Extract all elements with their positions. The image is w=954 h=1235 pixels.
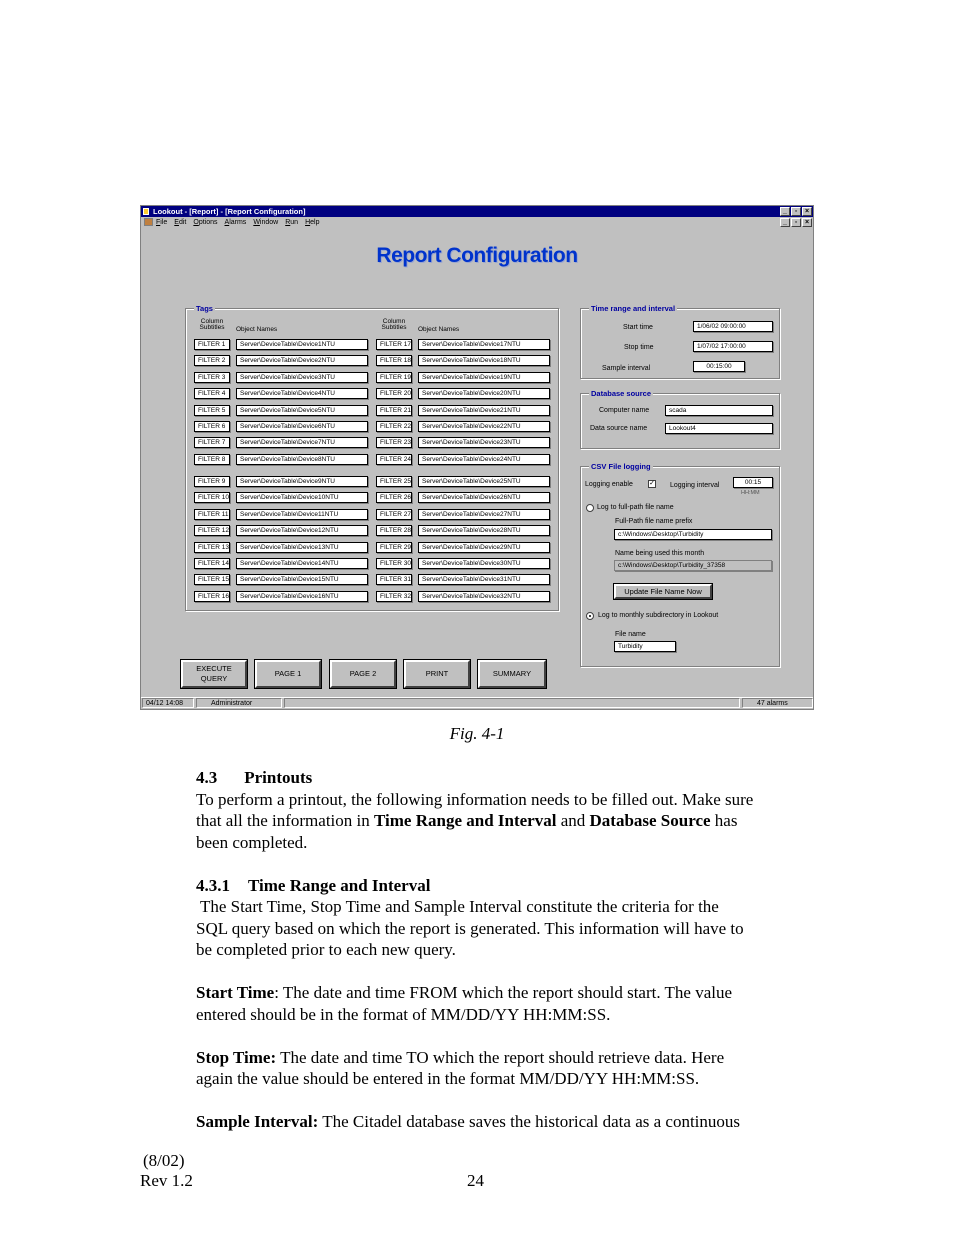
status-message [284, 698, 740, 708]
database-group [580, 389, 780, 449]
paragraph-line: To perform a printout, the following information needs to be filled out. Make sure [196, 790, 754, 809]
object-name-field[interactable]: Server\DeviceTable\Device18NTU [418, 355, 550, 366]
filter-label-field[interactable]: FILTER 23 [376, 437, 412, 448]
text-run: and [556, 811, 590, 830]
filter-label-field[interactable]: FILTER 14 [194, 558, 230, 569]
bold-run: Sample Interval: [196, 1112, 319, 1131]
logging-enable-checkbox[interactable]: ✓ [649, 480, 655, 487]
file-prefix-field[interactable]: c:\Windows\Desktop\Turbidity [614, 529, 772, 540]
csv-logging-group [580, 462, 780, 667]
filter-label-field[interactable]: FILTER 29 [376, 542, 412, 553]
object-name-field[interactable]: Server\DeviceTable\Device10NTU [236, 492, 368, 503]
object-name-field[interactable]: Server\DeviceTable\Device28NTU [418, 525, 550, 536]
filter-label-field[interactable]: FILTER 25 [376, 476, 412, 487]
update-file-name-button[interactable]: Update File Name Now [614, 584, 712, 599]
object-name-field[interactable]: Server\DeviceTable\Device31NTU [418, 574, 550, 585]
filter-label-field[interactable]: FILTER 9 [194, 476, 230, 487]
object-name-field[interactable]: Server\DeviceTable\Device32NTU [418, 591, 550, 602]
filter-label-field[interactable]: FILTER 8 [194, 454, 230, 465]
paragraph-line [196, 1047, 724, 1069]
object-names-header: Object Names [418, 326, 460, 333]
section-number: 4.3 [196, 768, 218, 787]
filter-label-field[interactable]: FILTER 16 [194, 591, 230, 602]
summary-button[interactable]: SUMMARY [478, 660, 546, 688]
section-4-3-heading [196, 767, 312, 789]
menu-window[interactable]: Window [253, 219, 279, 226]
object-name-field[interactable]: Server\DeviceTable\Device5NTU [236, 405, 368, 416]
logging-interval-field[interactable]: 00:15 [733, 477, 773, 488]
window-title: Lookout - [Report] - [Report Configuration] [153, 207, 306, 216]
filter-label-field[interactable]: FILTER 1 [194, 339, 230, 350]
filter-label-field[interactable]: FILTER 20 [376, 388, 412, 399]
paragraph-line: SQL query based on which the report is generated. This information will have to [196, 919, 744, 938]
print-button[interactable]: PRINT [404, 660, 470, 688]
paragraph-line: The Start Time, Stop Time and Sample Interval constitute the criteria for the [196, 897, 719, 916]
object-name-field[interactable]: Server\DeviceTable\Device20NTU [418, 388, 550, 399]
doc-minimize-icon[interactable]: _ [780, 218, 790, 227]
text-run: that all the information in [196, 811, 374, 830]
time-range-caption: Time range and interval [591, 304, 676, 313]
object-name-field[interactable]: Server\DeviceTable\Device11NTU [236, 509, 368, 520]
filter-label-field[interactable]: FILTER 28 [376, 525, 412, 536]
stop-time-label: Stop time [624, 344, 654, 351]
footer-date: (8/02) [143, 1151, 185, 1170]
logging-interval-label: Logging interval [670, 482, 720, 489]
full-path-radio[interactable] [586, 504, 594, 512]
section-title: Printouts [244, 768, 313, 787]
status-alarms[interactable]: 47 alarms [742, 698, 813, 708]
object-name-field[interactable]: Server\DeviceTable\Device27NTU [418, 509, 550, 520]
minimize-icon[interactable]: _ [780, 207, 790, 216]
filter-label-field[interactable]: FILTER 19 [376, 372, 412, 383]
object-name-field[interactable]: Server\DeviceTable\Device30NTU [418, 558, 550, 569]
object-name-field[interactable]: Server\DeviceTable\Device21NTU [418, 405, 550, 416]
filter-label-field[interactable]: FILTER 12 [194, 525, 230, 536]
status-bar [141, 697, 813, 709]
logging-interval-hint: HH:MM [741, 490, 760, 496]
document-icon[interactable] [144, 218, 153, 226]
filter-label-field[interactable]: FILTER 5 [194, 405, 230, 416]
bold-run: Stop Time: [196, 1048, 277, 1067]
file-name-field[interactable]: Turbidity [614, 641, 676, 652]
column-subtitles-header: Column Subtitles [381, 318, 407, 331]
paragraph-line [196, 810, 737, 832]
text-run: has [710, 811, 738, 830]
footer-revision: Rev 1.2 [140, 1171, 193, 1190]
menu-help[interactable]: Help [305, 219, 320, 226]
filter-label-field[interactable]: FILTER 32 [376, 591, 412, 602]
filter-label-field[interactable]: FILTER 13 [194, 542, 230, 553]
tags-caption: Tags [196, 304, 213, 313]
database-caption: Database source [591, 389, 652, 398]
computer-name-field[interactable]: scada [665, 405, 773, 416]
object-name-field[interactable]: Server\DeviceTable\Device6NTU [236, 421, 368, 432]
menu-options[interactable]: Options [193, 219, 218, 226]
filter-label-field[interactable]: FILTER 6 [194, 421, 230, 432]
paragraph-line: entered should be in the format of MM/DD/YY HH:MM:SS. [196, 1005, 611, 1024]
data-source-name-field[interactable]: Lookout4 [665, 423, 773, 434]
logging-enable-label: Logging enable [585, 481, 633, 488]
execute-query-button[interactable] [181, 660, 247, 688]
object-names-header: Object Names [236, 326, 278, 333]
filter-label-field[interactable]: FILTER 21 [376, 405, 412, 416]
filter-label-field[interactable]: FILTER 11 [194, 509, 230, 520]
object-name-field[interactable]: Server\DeviceTable\Device2NTU [236, 355, 368, 366]
object-name-field[interactable]: Server\DeviceTable\Device14NTU [236, 558, 368, 569]
menu-bar [141, 217, 813, 228]
lookout-window [140, 205, 814, 710]
execute-query-label-1: EXECUTE [196, 664, 232, 673]
paragraph-line: been completed. [196, 833, 308, 852]
page-number: 24 [467, 1171, 484, 1190]
filter-label-field[interactable]: FILTER 18 [376, 355, 412, 366]
title-bar [141, 206, 813, 217]
start-time-field[interactable]: 1/06/02 09:00:00 [693, 321, 773, 332]
section-number: 4.3.1 [196, 876, 230, 895]
filter-label-field[interactable]: FILTER 22 [376, 421, 412, 432]
paragraph-line: be completed prior to each new query. [196, 940, 456, 959]
object-name-field[interactable]: Server\DeviceTable\Device17NTU [418, 339, 550, 350]
computer-name-label: Computer name [599, 407, 650, 414]
full-path-option-label: Log to full-path file name [597, 504, 674, 511]
restore-icon[interactable]: ▫ [791, 207, 801, 216]
doc-restore-icon[interactable]: ▫ [791, 218, 801, 227]
text-run: The date and time TO which the report should retrieve data. Here [276, 1048, 725, 1067]
data-source-name-label: Data source name [590, 425, 648, 432]
section-title: Time Range and Interval [248, 876, 431, 895]
bold-run: Time Range and Interval [374, 811, 557, 830]
menu-file[interactable]: File [156, 219, 168, 226]
filter-label-field[interactable]: FILTER 26 [376, 492, 412, 503]
sample-interval-label: Sample interval [602, 365, 651, 372]
object-name-field[interactable]: Server\DeviceTable\Device8NTU [236, 454, 368, 465]
text-run: : The date and time FROM which the report should start. The value [274, 983, 733, 1002]
object-name-field[interactable]: Server\DeviceTable\Device25NTU [418, 476, 550, 487]
doc-close-icon[interactable]: × [802, 218, 812, 227]
file-name-label: File name [615, 631, 646, 638]
menu-run[interactable]: Run [285, 219, 299, 226]
page-2-button[interactable]: PAGE 2 [330, 660, 396, 688]
filter-label-field[interactable]: FILTER 17 [376, 339, 412, 350]
paragraph-line [196, 1111, 740, 1133]
filter-label-field[interactable]: FILTER 30 [376, 558, 412, 569]
object-name-field[interactable]: Server\DeviceTable\Device26NTU [418, 492, 550, 503]
figure-caption: Fig. 4-1 [449, 724, 505, 743]
report-title: Report Configuration [376, 244, 578, 267]
start-time-label: Start time [623, 324, 653, 331]
filter-label-field[interactable]: FILTER 2 [194, 355, 230, 366]
filter-label-field[interactable]: FILTER 7 [194, 437, 230, 448]
column-subtitles-header: Column Subtitles [199, 318, 225, 331]
month-name-label: Name being used this month [615, 550, 705, 557]
object-name-field[interactable]: Server\DeviceTable\Device22NTU [418, 421, 550, 432]
object-name-field[interactable]: Server\DeviceTable\Device1NTU [236, 339, 368, 350]
bold-run: Start Time [196, 983, 275, 1002]
status-time: 04/12 14:08 [142, 698, 194, 708]
object-name-field[interactable]: Server\DeviceTable\Device23NTU [418, 437, 550, 448]
object-name-field[interactable]: Server\DeviceTable\Device24NTU [418, 454, 550, 465]
object-name-field[interactable]: Server\DeviceTable\Device4NTU [236, 388, 368, 399]
execute-query-label-2: QUERY [200, 674, 228, 683]
menu-alarms[interactable]: Alarms [224, 219, 247, 226]
monthly-subdirectory-radio[interactable] [586, 612, 594, 620]
filter-label-field[interactable]: FILTER 3 [194, 372, 230, 383]
object-name-field[interactable]: Server\DeviceTable\Device3NTU [236, 372, 368, 383]
menu-edit[interactable]: Edit [174, 219, 187, 226]
close-icon[interactable]: × [802, 207, 812, 216]
section-4-3-1-heading [196, 875, 430, 897]
paragraph-line [196, 982, 732, 1004]
object-name-field[interactable]: Server\DeviceTable\Device9NTU [236, 476, 368, 487]
object-name-field[interactable]: Server\DeviceTable\Device19NTU [418, 372, 550, 383]
tags-group [185, 304, 559, 611]
filter-label-field[interactable]: FILTER 24 [376, 454, 412, 465]
object-name-field[interactable]: Server\DeviceTable\Device13NTU [236, 542, 368, 553]
paragraph-line: again the value should be entered in the format MM/DD/YY HH:MM:SS. [196, 1069, 700, 1088]
object-name-field[interactable]: Server\DeviceTable\Device7NTU [236, 437, 368, 448]
object-name-field[interactable]: Server\DeviceTable\Device29NTU [418, 542, 550, 553]
filter-label-field[interactable]: FILTER 10 [194, 492, 230, 503]
monthly-option-label: Log to monthly subdirectory in Lookout [598, 612, 719, 619]
lookout-app-icon [143, 208, 149, 215]
filter-label-field[interactable]: FILTER 4 [194, 388, 230, 399]
filter-label-field[interactable]: FILTER 31 [376, 574, 412, 585]
page-1-button[interactable]: PAGE 1 [255, 660, 321, 688]
object-name-field[interactable]: Server\DeviceTable\Device15NTU [236, 574, 368, 585]
sample-interval-field[interactable]: 00:15:00 [693, 361, 745, 372]
filter-label-field[interactable]: FILTER 15 [194, 574, 230, 585]
status-user: Administrator [196, 698, 282, 708]
month-name-field: c:\Windows\Desktop\Turbidity_37358 [614, 560, 772, 571]
filter-label-field[interactable]: FILTER 27 [376, 509, 412, 520]
csv-caption: CSV File logging [591, 462, 651, 471]
text-run: The Citadel database saves the historical data as a continuous [318, 1112, 741, 1131]
file-prefix-label: Full-Path file name prefix [615, 518, 693, 525]
stop-time-field[interactable]: 1/07/02 17:00:00 [693, 341, 773, 352]
bold-run: Database Source [589, 811, 711, 830]
time-range-group [580, 304, 780, 379]
object-name-field[interactable]: Server\DeviceTable\Device12NTU [236, 525, 368, 536]
object-name-field[interactable]: Server\DeviceTable\Device16NTU [236, 591, 368, 602]
